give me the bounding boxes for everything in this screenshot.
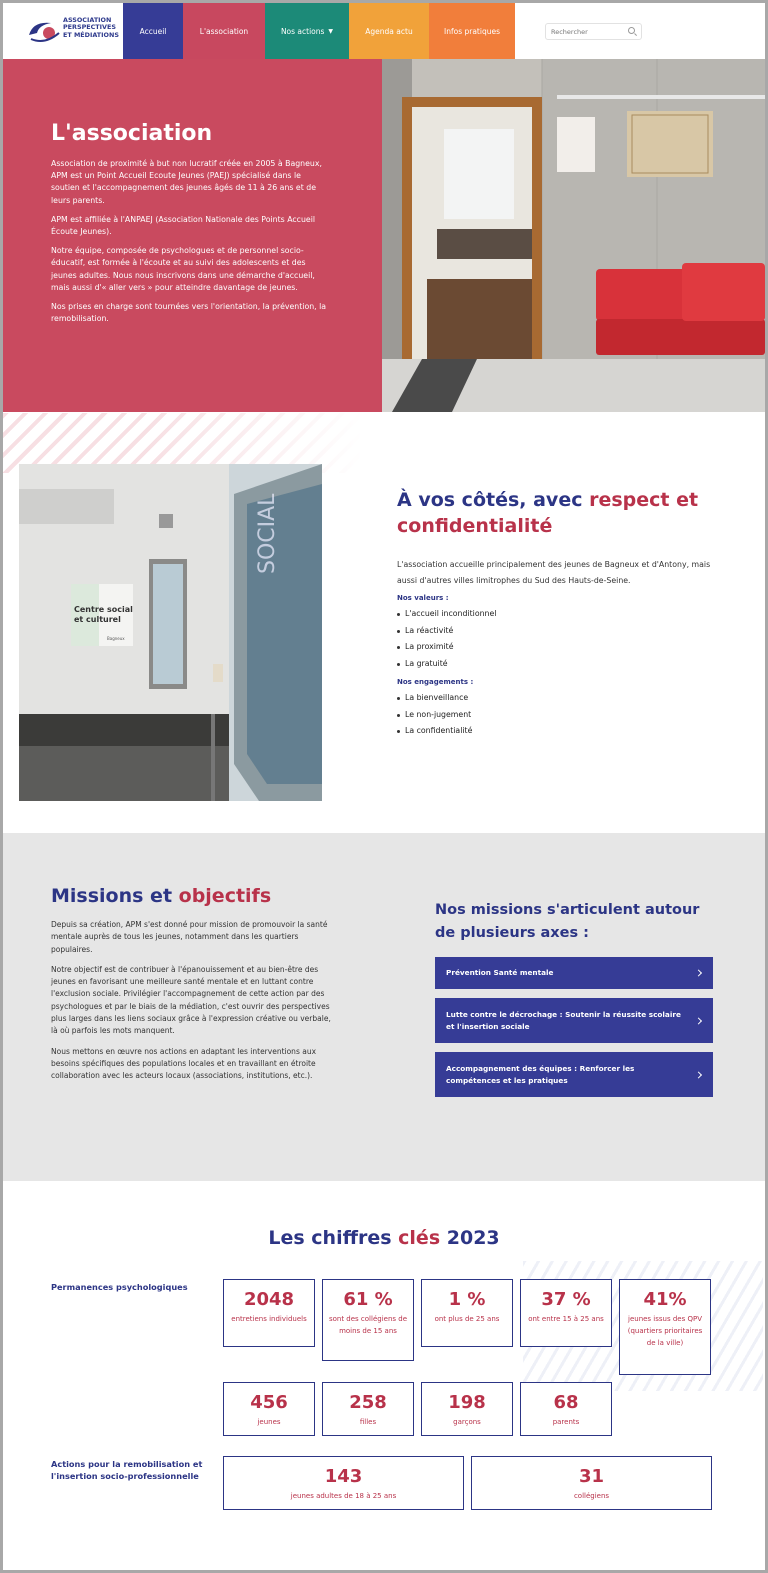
- nav-association[interactable]: L'association: [183, 3, 265, 59]
- main-nav: [123, 3, 515, 59]
- missions-title-part2: objectifs: [178, 885, 272, 907]
- hero-photo: [382, 59, 765, 412]
- stat-caption: jeunes issus des QPV (quartiers prioritaires de la ville): [627, 1315, 703, 1347]
- valeurs-label: Nos valeurs :: [397, 594, 449, 602]
- chevron-right-icon: [695, 969, 702, 976]
- axes-title: Nos missions s'articulent autour de plusieurs axes :: [435, 902, 700, 941]
- building-photo: [19, 464, 322, 801]
- axis-label: Lutte contre le décrochage : Soutenir la réussite scolaire et l'insertion sociale: [446, 1009, 681, 1031]
- stat-caption: sont des collégiens de moins de 15 ans: [328, 1315, 408, 1335]
- stat-value: 198: [448, 1392, 486, 1413]
- stat-card: [223, 1456, 464, 1510]
- stat-value: 61 %: [343, 1289, 393, 1310]
- hallway-illustration: [382, 59, 765, 412]
- key-figures-title-part3: 2023: [440, 1227, 500, 1249]
- stat-caption: jeunes adultes de 18 à 25 ans: [290, 1492, 397, 1500]
- stat-value: 37 %: [541, 1289, 591, 1310]
- chevron-right-icon: [695, 1017, 702, 1024]
- missions-paragraph-1: Depuis sa création, APM s'est donné pour mission de promouvoir la santé mentale auprès de tous les jeunes, notamment dans les quartiers populaires.: [51, 920, 328, 954]
- site-header: [3, 3, 765, 59]
- logo-text: ASSOCIATION PERSPECTIVES ET MÉDIATIONS: [63, 16, 119, 39]
- search-input[interactable]: [545, 23, 642, 40]
- stat-value: 41%: [643, 1289, 687, 1310]
- list-item: La bienveillance: [397, 690, 717, 707]
- stat-card: [619, 1279, 711, 1375]
- nav-nos-actions-label: Nos actions: [280, 26, 325, 36]
- missions-title-part1: Missions et: [51, 885, 179, 907]
- stat-card: [421, 1279, 513, 1347]
- key-figures-title-part2: clés: [398, 1227, 441, 1249]
- values-title: [397, 487, 717, 539]
- sign-text-1: Centre social: [74, 605, 133, 614]
- engagements-list: [397, 690, 717, 740]
- nav-nos-actions[interactable]: [265, 3, 349, 59]
- list-item: La gratuité: [397, 656, 717, 673]
- key-figures-title-part1: Les chiffres: [268, 1227, 399, 1249]
- stat-value: 2048: [243, 1289, 295, 1310]
- axis-accordion-1[interactable]: [435, 957, 713, 989]
- key-figures-title: [3, 1227, 765, 1249]
- nav-infos-pratiques[interactable]: Infos pratiques: [429, 3, 515, 59]
- stat-caption: garçons: [453, 1418, 481, 1426]
- stat-card: [471, 1456, 712, 1510]
- row-label-permanences: Permanences psychologiques: [51, 1282, 188, 1292]
- site-logo[interactable]: [27, 15, 123, 49]
- nav-agenda[interactable]: Agenda actu: [349, 3, 429, 59]
- stat-caption: filles: [359, 1418, 377, 1426]
- stat-caption: collégiens: [573, 1492, 610, 1500]
- list-item: La confidentialité: [397, 723, 717, 740]
- stat-caption: jeunes: [257, 1418, 281, 1426]
- list-item: Le non-jugement: [397, 707, 717, 724]
- stat-value: 31: [578, 1466, 605, 1487]
- row-label-remobilisation: Actions pour la remobilisation et l'insertion socio-professionnelle: [51, 1459, 203, 1481]
- axis-label: Prévention Santé mentale: [446, 968, 554, 977]
- values-title-part1: À vos côtés, avec: [397, 489, 590, 511]
- list-item: La réactivité: [397, 623, 717, 640]
- missions-text: [51, 885, 333, 1091]
- stat-value: 456: [250, 1392, 288, 1413]
- search-icon[interactable]: [628, 27, 635, 34]
- values-section: [397, 487, 717, 740]
- missions-axes: [435, 899, 713, 1106]
- nav-accueil[interactable]: Accueil: [123, 3, 183, 59]
- hero-title: L'association: [51, 121, 213, 146]
- list-item: L'accueil inconditionnel: [397, 606, 717, 623]
- stat-card: [421, 1382, 513, 1436]
- stat-value: 1 %: [448, 1289, 486, 1310]
- wall-text: SOCIAL: [255, 493, 280, 574]
- stat-caption: parents: [552, 1418, 580, 1426]
- values-intro: L'association accueille principalement des jeunes de Bagneux et d'Antony, mais aussi d'autres villes limitrophes du Sud des Hauts-de-Seine.: [397, 560, 711, 585]
- chevron-down-icon: ▼: [328, 27, 334, 35]
- missions-title: [51, 885, 333, 907]
- stat-card: [520, 1279, 612, 1347]
- missions-section: [3, 833, 765, 1181]
- hero-paragraph-1: Association de proximité à but non lucratif créée en 2005 à Bagneux, APM est un Point Accueil Ecoute Jeunes (PAEJ) spécialisé dans le soutien et l'accompagnement des jeunes âgés de 11 à 26 ans et de leurs parents.: [51, 159, 322, 205]
- logo-mark-icon: [27, 17, 61, 45]
- engagements-label: Nos engagements :: [397, 678, 474, 686]
- valeurs-list: [397, 606, 717, 672]
- stat-value: 143: [324, 1466, 363, 1487]
- hero-panel: [3, 59, 382, 412]
- hero-paragraph-3: Notre équipe, composée de psychologues et de personnel socio-éducatif, est formée à l'écoute et au suivi des adolescents et des jeunes adultes. Nous nous inscrivons dans une démarche d'accueil, mais aussi d'« aller vers » pour atteindre davantage de jeunes.: [51, 246, 315, 292]
- stat-value: 68: [553, 1392, 579, 1413]
- axis-label: Accompagnement des équipes : Renforcer les compétences et les pratiques: [446, 1063, 635, 1085]
- stat-caption: ont plus de 25 ans: [434, 1315, 500, 1323]
- axis-accordion-2[interactable]: [435, 998, 713, 1043]
- hero-paragraph-2: APM est affiliée à l'ANPAEJ (Association Nationale des Points Accueil Écoute Jeunes).: [51, 214, 316, 237]
- missions-paragraph-3: Nous mettons en œuvre nos actions en adaptant les interventions aux besoins spécifiques des populations locales et en travaillant en étroite collaboration avec les acteurs locaux (associations, institutions, etc.).: [51, 1046, 317, 1081]
- stat-card: [322, 1382, 414, 1436]
- key-figures-section: [3, 1181, 765, 1573]
- stat-caption: entretiens individuels: [231, 1315, 307, 1323]
- stat-card: [223, 1382, 315, 1436]
- search-placeholder: Rechercher: [551, 28, 588, 36]
- stat-caption: ont entre 15 à 25 ans: [528, 1315, 604, 1323]
- axis-accordion-3[interactable]: [435, 1052, 713, 1097]
- sign-text-3: Bagneux: [107, 636, 125, 641]
- values-title-part2: respect et confidentialité: [397, 489, 699, 537]
- missions-paragraph-2: Notre objectif est de contribuer à l'épanouissement et au bien-être des jeunes en favorisant une meilleure santé mentale et en luttant contre l'exclusion sociale. Privilégier l'accompagnement de cette action par des psychologues et par le biais de la médiation, c'est ouvrir des perspectives plus larges dans les liens sociaux grâce à l'expression créative ou verbale, là où parfois les mots manquent.: [51, 964, 331, 1036]
- stat-card: [322, 1279, 414, 1361]
- stat-card: [520, 1382, 612, 1436]
- stat-value: 258: [349, 1392, 387, 1413]
- chevron-right-icon: [695, 1071, 702, 1078]
- building-illustration: [19, 464, 322, 801]
- hero-paragraph-4: Nos prises en charge sont tournées vers l'orientation, la prévention, la remobilisation.: [51, 302, 327, 324]
- sign-text-2: et culturel: [74, 615, 121, 624]
- stat-card: [223, 1279, 315, 1347]
- list-item: La proximité: [397, 639, 717, 656]
